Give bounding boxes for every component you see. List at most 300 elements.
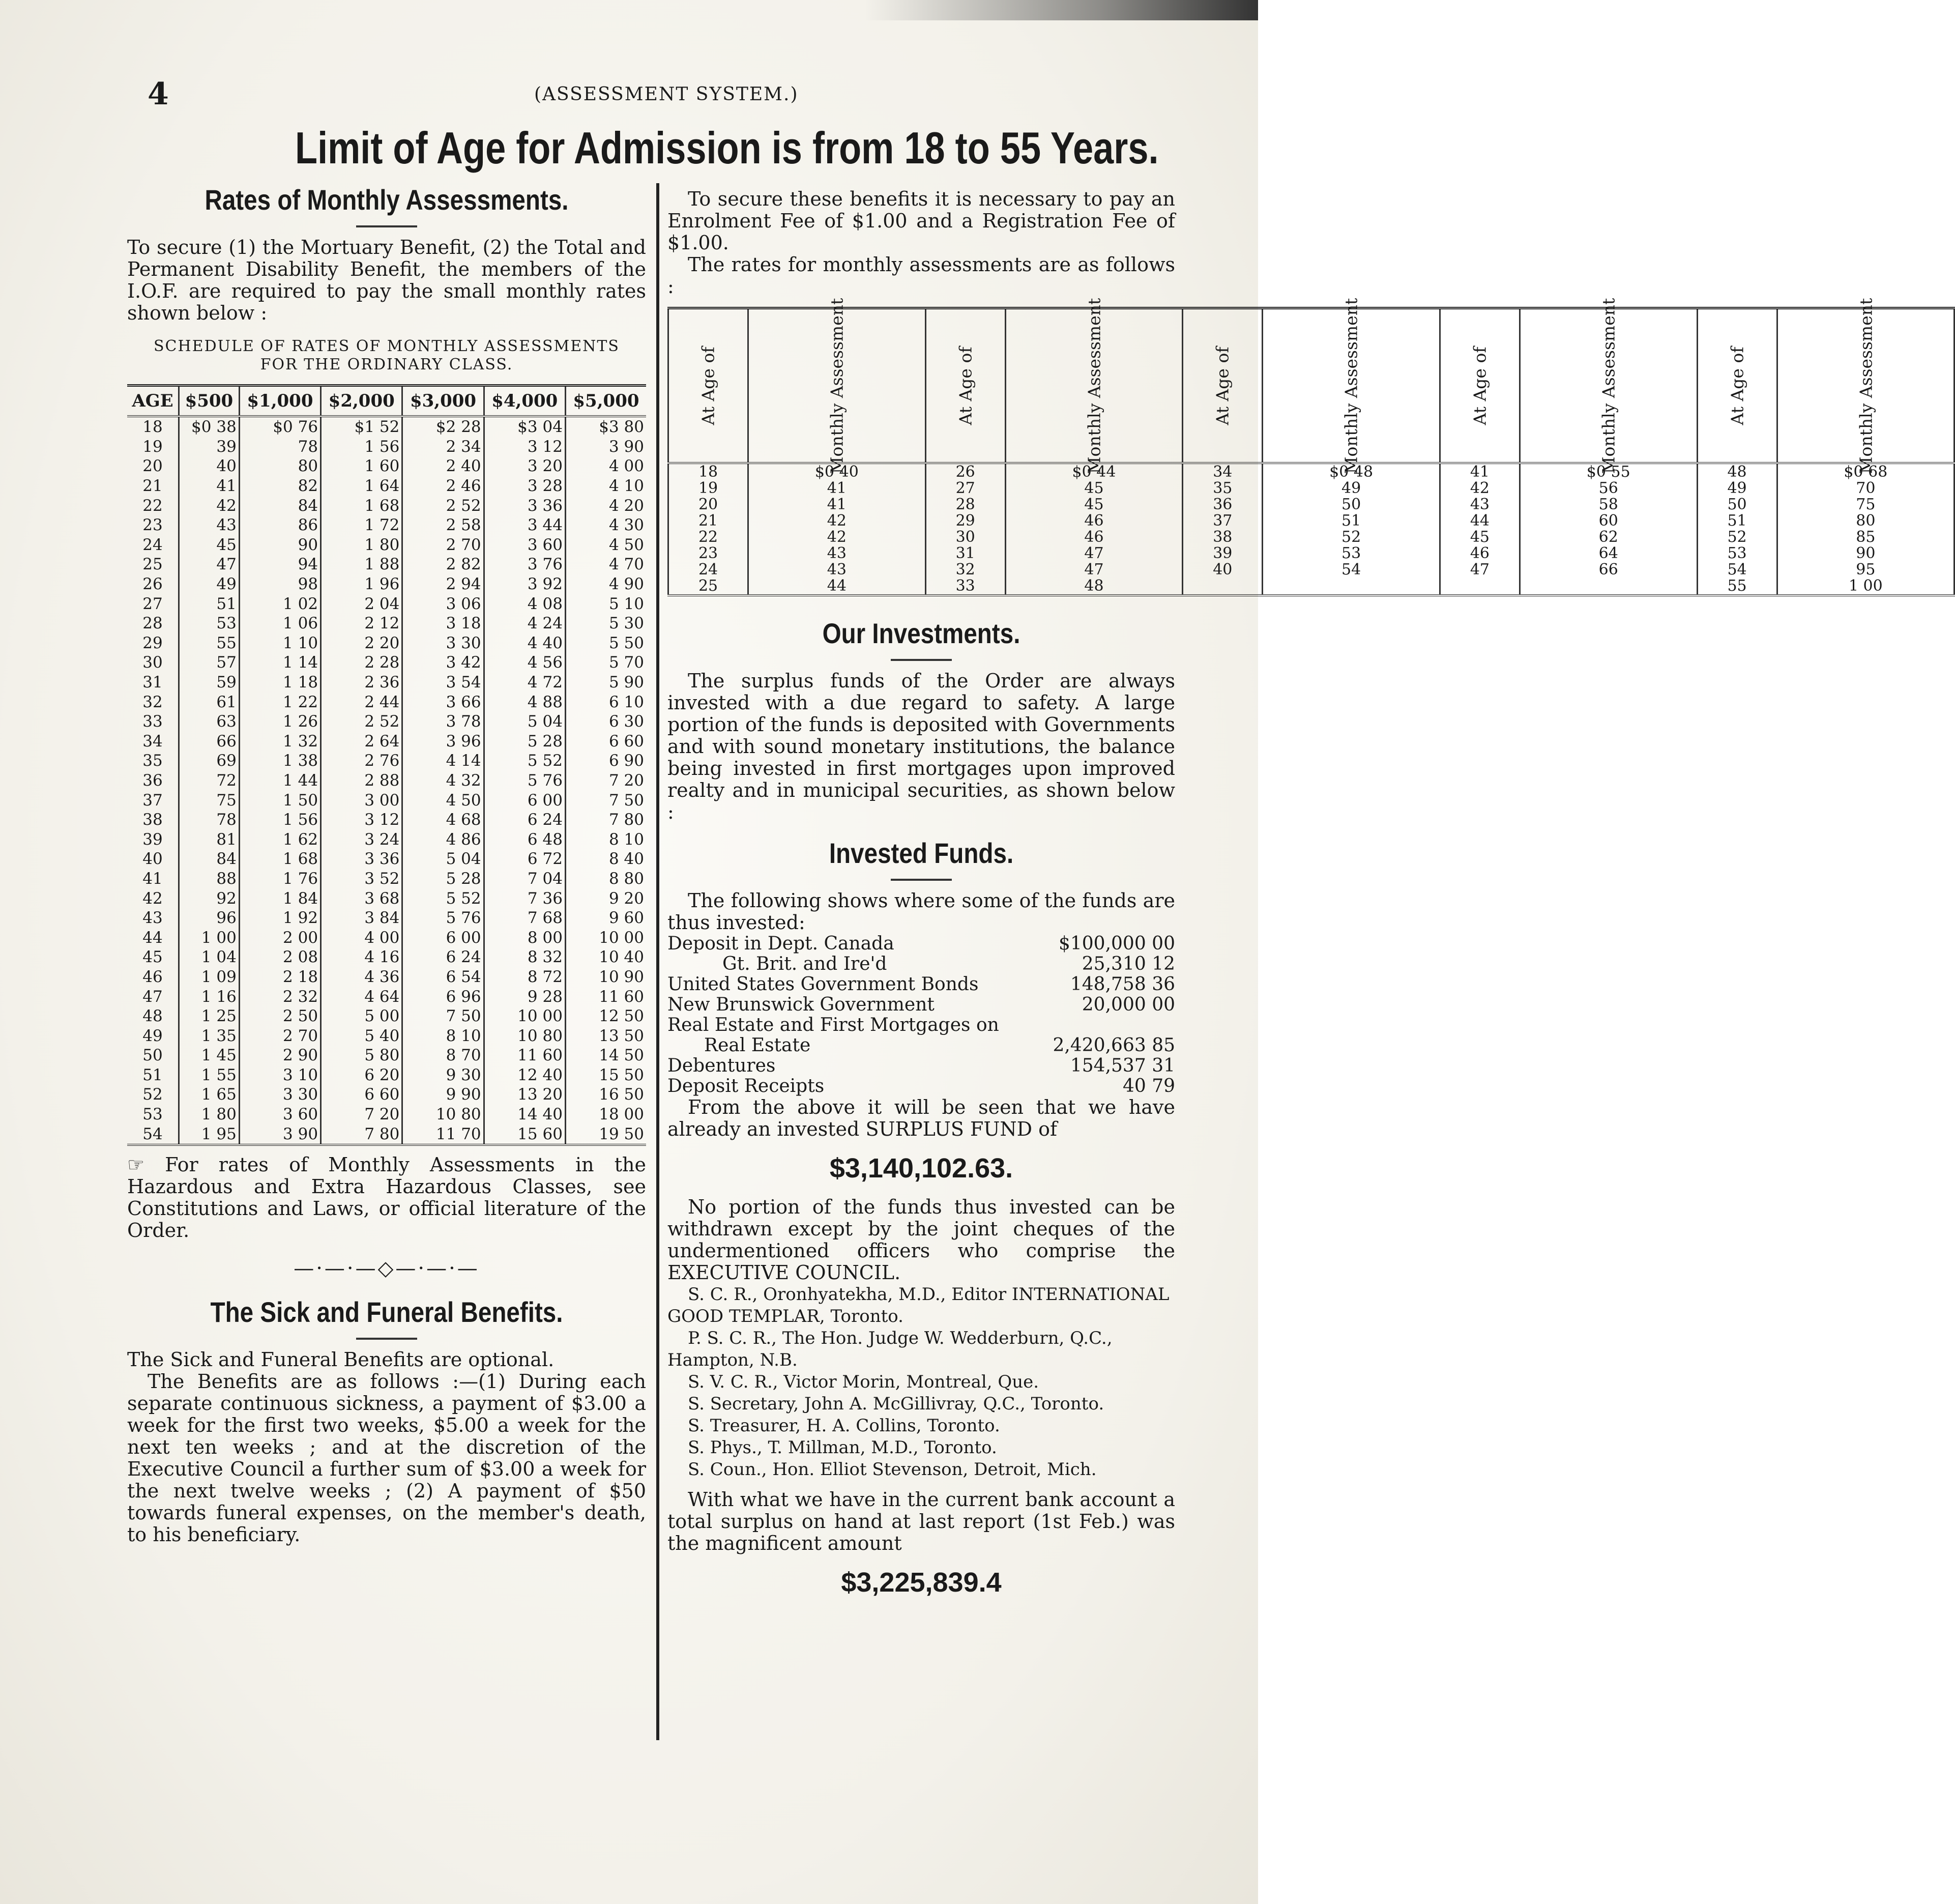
rate-cell: 8 70 [402,1046,484,1065]
fund-label: United States Government Bonds [667,974,979,995]
rate-cell: 11 60 [565,987,646,1006]
rate-cell: 39 [179,437,240,457]
invested-funds-title: Invested Funds. [829,837,1014,869]
rate-cell: 2 44 [321,692,402,712]
rate-cell: 62 [1520,529,1697,545]
age-cell: 40 [1183,562,1263,578]
age-cell: 26 [142,575,163,594]
rate-cell: 2 40 [402,456,484,476]
age-cell: 39 [1183,545,1263,562]
rates-col-header: $4,000 [484,386,565,417]
age-cell: 34 [1183,463,1263,480]
rate-cell: 1 44 [239,771,320,791]
scan-edge-shadow [865,0,1258,20]
age-cell: 34 [142,732,163,751]
age-cell: 38 [1183,529,1263,545]
table-row [127,732,646,752]
age-cell: 49 [142,1026,163,1045]
fund-value: 40 79 [1122,1076,1175,1097]
rate-cell: 2 64 [321,732,402,752]
rates2-col-header-label: At Age of [1727,346,1747,425]
table-row [127,1065,646,1085]
rate-cell: 8 40 [565,849,646,869]
rate-cell: 43 [748,562,926,578]
rate-cell: 60 [1520,513,1697,529]
fund-value: 20,000 00 [1082,994,1175,1015]
age-cell: 20 [668,497,748,513]
enrolment-text: To secure these benefits it is necessary to pay an Enrolment Fee of $1.00 and a Registration Fee of $1.00. [667,188,1175,254]
rate-cell: 85 [1777,529,1954,545]
rates2-col-header-label: At Age of [698,346,718,425]
rate-cell: 1 02 [239,594,320,614]
age-cell: 52 [142,1085,163,1104]
fund-value: $100,000 00 [1058,933,1175,954]
rate-cell: 86 [239,515,320,535]
rate-cell: 53 [1263,545,1440,562]
schedule-title-line2: FOR THE ORDINARY CLASS. [260,356,513,373]
rate-cell: 9 20 [565,888,646,908]
rate-cell: 64 [1520,545,1697,562]
rates2-col-header-label: At Age of [1470,346,1490,425]
rate-cell: 75 [179,790,240,810]
rate-cell: 2 08 [239,947,320,967]
rate-cell: 47 [1005,545,1183,562]
rate-cell: 4 36 [321,967,402,987]
rule [891,879,952,881]
rate-cell [1263,578,1440,595]
age-cell: 44 [1440,513,1520,529]
officer-entry: S. Coun., Hon. Elliot Stevenson, Detroit, Mich. [688,1459,1097,1480]
rate-cell: 7 50 [402,1006,484,1026]
age-cell: 24 [142,535,163,554]
rate-cell: 5 90 [565,673,646,693]
funds-list [667,934,1175,1097]
rate-cell: 4 32 [402,771,484,791]
rate-cell: 42 [748,513,926,529]
rate-cell: 3 90 [239,1124,320,1145]
age-cell: 24 [668,562,748,578]
rate-cell: 12 50 [565,1006,646,1026]
rate-cell: 4 50 [565,535,646,555]
rate-cell: 10 00 [484,1006,565,1026]
rate-cell: 5 50 [565,633,646,653]
rate-cell: 45 [179,535,240,555]
investments-title: Our Investments. [822,617,1020,649]
fund-label: Deposit in Dept. Canada [667,933,894,954]
rate-cell: 7 20 [321,1105,402,1124]
rate-cell: 2 28 [321,653,402,673]
table-row [127,633,646,653]
rate-cell: 45 [1005,480,1183,497]
rate-cell: 1 09 [179,967,240,987]
rate-cell: 42 [179,496,240,515]
rate-cell: 1 64 [321,476,402,496]
rate-cell: 44 [748,578,926,595]
age-cell: 29 [925,513,1005,529]
rate-cell: 1 72 [321,515,402,535]
rate-cell: 95 [1777,562,1954,578]
rate-cell: 4 30 [565,515,646,535]
age-cell: 32 [925,562,1005,578]
table-row [127,908,646,928]
fund-row [667,995,1175,1015]
table-row [127,456,646,476]
age-cell: 49 [1697,480,1777,497]
rate-cell: 2 82 [402,555,484,574]
rate-cell: 70 [1777,480,1954,497]
rate-cell: $0 55 [1520,463,1697,480]
officer-entry: S. V. C. R., Victor Morin, Montreal, Que. [688,1372,1039,1392]
rate-cell: 5 30 [565,614,646,633]
rate-cell: 2 58 [402,515,484,535]
rate-cell: 53 [179,614,240,633]
table-row [127,496,646,515]
age-cell: 55 [1697,578,1777,595]
rate-cell: 5 76 [484,771,565,791]
table-row [127,888,646,908]
officer-entry: S. Treasurer, H. A. Collins, Toronto. [688,1416,1000,1436]
rates2-col-header [1440,308,1520,464]
rate-cell: 46 [1005,529,1183,545]
rate-cell: 1 25 [179,1006,240,1026]
rate-cell: 88 [179,869,240,889]
rate-cell: 7 68 [484,908,565,928]
rate-cell: 2 18 [239,967,320,987]
table-row [668,545,1954,562]
rate-cell: 3 24 [321,829,402,849]
rate-cell: 8 80 [565,869,646,889]
fund-value: 148,758 36 [1070,974,1175,995]
rate-cell: 46 [1005,513,1183,529]
fund-value: 2,420,663 85 [1053,1035,1175,1056]
rate-cell: 1 50 [239,790,320,810]
rate-cell: 3 52 [321,869,402,889]
rate-cell: 3 12 [484,437,565,457]
special-rates-table [667,298,1955,596]
rate-cell: 3 76 [484,555,565,574]
rule [356,225,417,227]
rate-cell: 3 10 [239,1065,320,1085]
rate-cell: 2 52 [321,712,402,732]
table-row [127,1124,646,1145]
rate-cell: 3 90 [565,437,646,457]
rate-cell: 1 35 [179,1026,240,1046]
rate-cell: $0 38 [179,416,240,437]
rates-intro: To secure (1) the Mortuary Benefit, (2) the Total and Permanent Disability Benefit, the members of the I.O.F. are required to pay the small monthly rates shown below : [127,236,646,324]
rate-cell: 41 [748,497,926,513]
rate-cell: 16 50 [565,1085,646,1105]
rate-cell: 98 [239,574,320,594]
rate-cell [1520,578,1697,595]
table-row [127,790,646,810]
rate-cell: 19 50 [565,1124,646,1145]
rate-cell: 49 [179,574,240,594]
age-cell: 54 [1697,562,1777,578]
rate-cell: 40 [179,456,240,476]
table-row [127,614,646,633]
age-cell: 28 [925,497,1005,513]
rate-cell: 2 32 [239,987,320,1006]
rate-cell: 3 96 [402,732,484,752]
fund-row [667,1076,1175,1097]
age-cell: 23 [668,545,748,562]
rate-cell: 43 [179,515,240,535]
rule [891,659,952,661]
rate-cell: 69 [179,751,240,771]
table-row [127,692,646,712]
table-row [127,653,646,673]
rates2-col-header [1183,308,1263,464]
footnote [127,1154,646,1242]
table-row [127,967,646,987]
rates-col-header: $5,000 [565,386,646,417]
rate-cell: 14 40 [484,1105,565,1124]
rate-cell: 61 [179,692,240,712]
rate-cell: 2 94 [402,574,484,594]
age-cell: 41 [1440,463,1520,480]
rate-cell: 5 76 [402,908,484,928]
sick-benefits-title: The Sick and Funeral Benefits. [210,1295,563,1328]
rate-cell: 45 [1005,497,1183,513]
rate-cell: 15 50 [565,1065,646,1085]
rate-cell: 6 72 [484,849,565,869]
rate-cell: 1 18 [239,673,320,693]
rate-cell: 96 [179,908,240,928]
age-cell: 45 [142,948,163,967]
rate-cell: 80 [239,456,320,476]
age-cell: 40 [142,850,163,869]
fund-value: 154,537 31 [1070,1055,1175,1076]
table-row [127,987,646,1006]
rate-cell: 9 30 [402,1065,484,1085]
rate-cell: 72 [179,771,240,791]
rate-cell: 6 30 [565,712,646,732]
rate-cell: 4 56 [484,653,565,673]
rate-cell: 7 50 [565,790,646,810]
rate-cell: 1 96 [321,574,402,594]
rate-cell: 1 92 [239,908,320,928]
rate-cell: 3 30 [402,633,484,653]
rate-cell: $0 68 [1777,463,1954,480]
rate-cell: 1 80 [179,1105,240,1124]
rate-cell: 3 60 [239,1105,320,1124]
rate-cell: 7 80 [321,1124,402,1145]
table-row [127,1085,646,1105]
rate-cell: 94 [239,555,320,574]
table-row [127,751,646,771]
age-cell: 30 [142,653,163,672]
age-cell: 48 [142,1007,163,1026]
rate-cell: 6 60 [565,732,646,752]
rate-cell: 41 [179,476,240,496]
rate-cell: $0 76 [239,416,320,437]
footnote-text: For rates of Monthly Assessments in the Hazardous and Extra Hazardous Classes, see Constitutions and Laws, or official literature of the Order. [127,1153,646,1242]
age-cell: 50 [142,1046,163,1065]
pointing-hand-icon: ☞ [127,1153,145,1176]
age-cell: 39 [142,830,163,849]
officer-entry: S. Secretary, John A. McGillivray, Q.C., Toronto. [688,1394,1104,1414]
age-cell: 29 [142,633,163,652]
age-cell [1183,578,1263,595]
rate-cell: 11 60 [484,1046,565,1065]
closing-text: With what we have in the current bank account a total surplus on hand at last report (1st Feb.) was the magnificent amount [667,1488,1175,1554]
rate-cell: 1 04 [179,947,240,967]
rates2-col-header-label: Monthly Assessment [827,298,847,474]
closing-total: $3,225,839.4 [841,1567,1002,1598]
rate-cell: 47 [179,555,240,574]
fund-label: New Brunswick Government [667,994,935,1015]
rate-cell: 4 68 [402,810,484,830]
age-cell: 35 [1183,480,1263,497]
rate-cell: 15 60 [484,1124,565,1145]
age-cell: 41 [142,869,163,888]
rate-cell: 1 26 [239,712,320,732]
rate-cell: 11 70 [402,1124,484,1145]
rate-cell: 6 24 [402,947,484,967]
rate-cell: 18 00 [565,1105,646,1124]
rate-cell: 7 80 [565,810,646,830]
table-row [668,562,1954,578]
rate-cell: 43 [748,545,926,562]
rate-cell: 82 [239,476,320,496]
rate-cell: 47 [1005,562,1183,578]
rate-cell: 5 10 [565,594,646,614]
rates-col-header: $1,000 [239,386,320,417]
rates2-col-header [668,308,748,464]
officer-entry: S. Phys., T. Millman, M.D., Toronto. [688,1437,997,1458]
rate-cell: 6 96 [402,987,484,1006]
rate-cell: 1 84 [239,888,320,908]
table-row [668,480,1954,497]
rate-cell: 52 [1263,529,1440,545]
rate-cell: 63 [179,712,240,732]
rate-cell: 5 52 [484,751,565,771]
table-row [127,771,646,791]
table-row [668,513,1954,529]
rate-cell: 2 70 [402,535,484,555]
rate-cell: 7 04 [484,869,565,889]
rate-cell: 3 36 [484,496,565,515]
rate-cell: 1 22 [239,692,320,712]
age-cell: 38 [142,811,163,829]
rate-cell: 2 20 [321,633,402,653]
rate-cell: 90 [239,535,320,555]
table-row [668,529,1954,545]
table-row [668,578,1954,595]
age-cell: 21 [668,513,748,529]
rates2-col-header-label: Monthly Assessment [1855,298,1876,474]
rate-cell: 10 80 [402,1105,484,1124]
rate-cell: 8 10 [565,829,646,849]
fund-label: Gt. Brit. and Ire'd [667,954,887,974]
rate-cell: 4 40 [484,633,565,653]
rate-cell: 1 14 [239,653,320,673]
age-cell: 27 [142,594,163,613]
rates-col-header: $3,000 [402,386,484,417]
rate-cell: 4 72 [484,673,565,693]
rate-cell: 4 20 [565,496,646,515]
rate-cell: 1 00 [179,928,240,947]
rates2-col-header-label: At Age of [955,346,976,425]
table-row [127,515,646,535]
rate-cell: $1 52 [321,416,402,437]
age-cell: 25 [142,555,163,574]
fund-row [667,1015,1175,1035]
age-cell: 21 [142,477,163,496]
rates-title: Rates of Monthly Assessments. [205,184,569,216]
rate-cell: 4 86 [402,829,484,849]
age-cell: 46 [1440,545,1520,562]
rate-cell: 14 50 [565,1046,646,1065]
rate-cell: $0 48 [1263,463,1440,480]
rates2-col-header [1697,308,1777,464]
rate-cell: 51 [1263,513,1440,529]
fund-row [667,934,1175,954]
rate-cell: 81 [179,829,240,849]
rate-cell: 4 10 [565,476,646,496]
rate-cell: 90 [1777,545,1954,562]
rate-cell: 1 32 [239,732,320,752]
rate-cell: 9 28 [484,987,565,1006]
age-cell: 42 [1440,480,1520,497]
rate-cell: 3 36 [321,849,402,869]
rate-cell: 6 90 [565,751,646,771]
rate-cell: 13 20 [484,1085,565,1105]
table-row [127,416,646,437]
rates-col-header: AGE [127,386,179,417]
age-cell: 53 [142,1105,163,1124]
rate-cell: 12 40 [484,1065,565,1085]
age-cell: 43 [1440,497,1520,513]
age-cell: 20 [142,457,163,476]
fund-label: Debentures [667,1055,776,1076]
schedule-title-line1: SCHEDULE OF RATES OF MONTHLY ASSESSMENTS [154,337,620,355]
table-row [127,849,646,869]
rate-cell: 41 [748,480,926,497]
rate-cell: 54 [1263,562,1440,578]
table-row [127,810,646,830]
fund-value [1172,1015,1175,1035]
invested-lead: The following shows where some of the funds are thus invested: [667,889,1175,934]
age-cell: 23 [142,516,163,535]
table-row [127,594,646,614]
age-cell: 31 [142,673,163,692]
rate-cell: 3 66 [402,692,484,712]
table-row [127,555,646,574]
rate-cell: 6 54 [402,967,484,987]
fund-row [667,1035,1175,1056]
rate-cell: 4 00 [565,456,646,476]
age-cell: 22 [142,496,163,515]
rates2-col-header-label: Monthly Assessment [1084,298,1104,474]
rate-cell: 5 28 [484,732,565,752]
rate-cell: 3 30 [239,1085,320,1105]
council-text: No portion of the funds thus invested can be withdrawn except by the joint cheques of the undermentioned officers who comprise the EXECUTIVE COUNCIL. [667,1196,1175,1284]
fund-label: Deposit Receipts [667,1076,825,1097]
rate-cell: 4 00 [321,928,402,947]
rates-col-header: $2,000 [321,386,402,417]
rate-cell: 5 40 [321,1026,402,1046]
fund-row [667,974,1175,995]
age-cell: 43 [142,909,163,928]
rate-cell: 66 [179,732,240,752]
table-row [127,1006,646,1026]
rate-cell: 84 [179,849,240,869]
rate-cell: 5 52 [402,888,484,908]
table-row [127,1046,646,1065]
table-row [127,574,646,594]
rate-cell: 6 48 [484,829,565,849]
